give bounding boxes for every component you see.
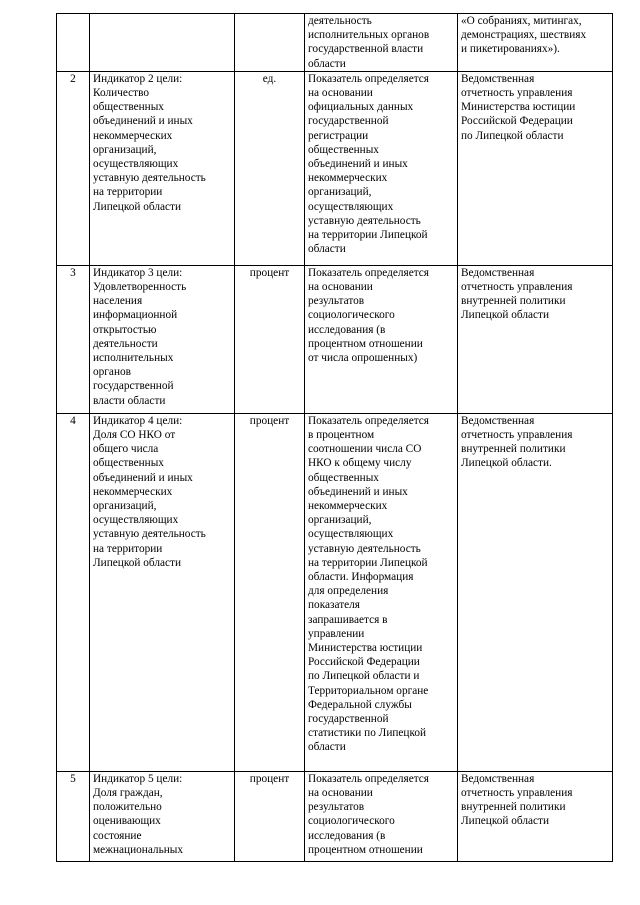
method-cell: Показатель определяется на основании результатов социологического исследования (в процентном отношении [305, 771, 458, 861]
method-cell: Показатель определяется на основании официальных данных государственной регистрации общественных объединений и иных некоммерческих организаций, осуществляющих уставную деятельность на территории Липецкой области [305, 71, 458, 265]
unit-cell: ед. [235, 71, 305, 265]
method-cell: Показатель определяется в процентном соотношении числа СО НКО к общему числу общественных объединений и иных некоммерческих организаций, осуществляющих уставную деятельность на территории Липецкой области. Информация для определения показателя запрашивается в управлении Министерства юстиции Российской Федерации по Липецкой области и Территориальном органе Федеральной службы государственной статистики по Липецкой области [305, 413, 458, 771]
row-number-cell: 5 [57, 771, 90, 861]
method-cell: Показатель определяется на основании результатов социологического исследования (в процентном отношении от числа опрошенных) [305, 265, 458, 413]
source-cell: Ведомственная отчетность управления внутренней политики Липецкой области [458, 771, 613, 861]
source-cell: Ведомственная отчетность управления внутренней политики Липецкой области. [458, 413, 613, 771]
indicator-name-cell [90, 14, 235, 72]
table-row [57, 14, 613, 72]
row-number-cell: 4 [57, 413, 90, 771]
row-number-cell: 3 [57, 265, 90, 413]
source-cell: «О собраниях, митингах, демонстрациях, шествиях и пикетированиях»). [458, 14, 613, 72]
unit-cell [235, 14, 305, 72]
source-cell: Ведомственная отчетность управления внутренней политики Липецкой области [458, 265, 613, 413]
unit-cell: процент [235, 771, 305, 861]
indicators-table [56, 13, 613, 862]
indicator-name-cell: Индикатор 5 цели: Доля граждан, положительно оценивающих состояние межнациональных [90, 771, 235, 861]
row-number-cell [57, 14, 90, 72]
source-cell: Ведомственная отчетность управления Министерства юстиции Российской Федерации по Липецкой области [458, 71, 613, 265]
row-number-cell: 2 [57, 71, 90, 265]
table-row [57, 771, 613, 861]
table-row [57, 265, 613, 413]
indicator-name-cell: Индикатор 2 цели: Количество общественных объединений и иных некоммерческих организаций, осуществляющих уставную деятельность на территории Липецкой области [90, 71, 235, 265]
unit-cell: процент [235, 413, 305, 771]
indicator-name-cell: Индикатор 3 цели: Удовлетворенность населения информационной открытостью деятельности исполнительных органов государственной власти области [90, 265, 235, 413]
method-cell: деятельность исполнительных органов государственной власти области [305, 14, 458, 72]
unit-cell: процент [235, 265, 305, 413]
indicator-name-cell: Индикатор 4 цели: Доля СО НКО от общего числа общественных объединений и иных некоммерческих организаций, осуществляющих уставную деятельность на территории Липецкой области [90, 413, 235, 771]
table-row [57, 413, 613, 771]
table-row [57, 71, 613, 265]
